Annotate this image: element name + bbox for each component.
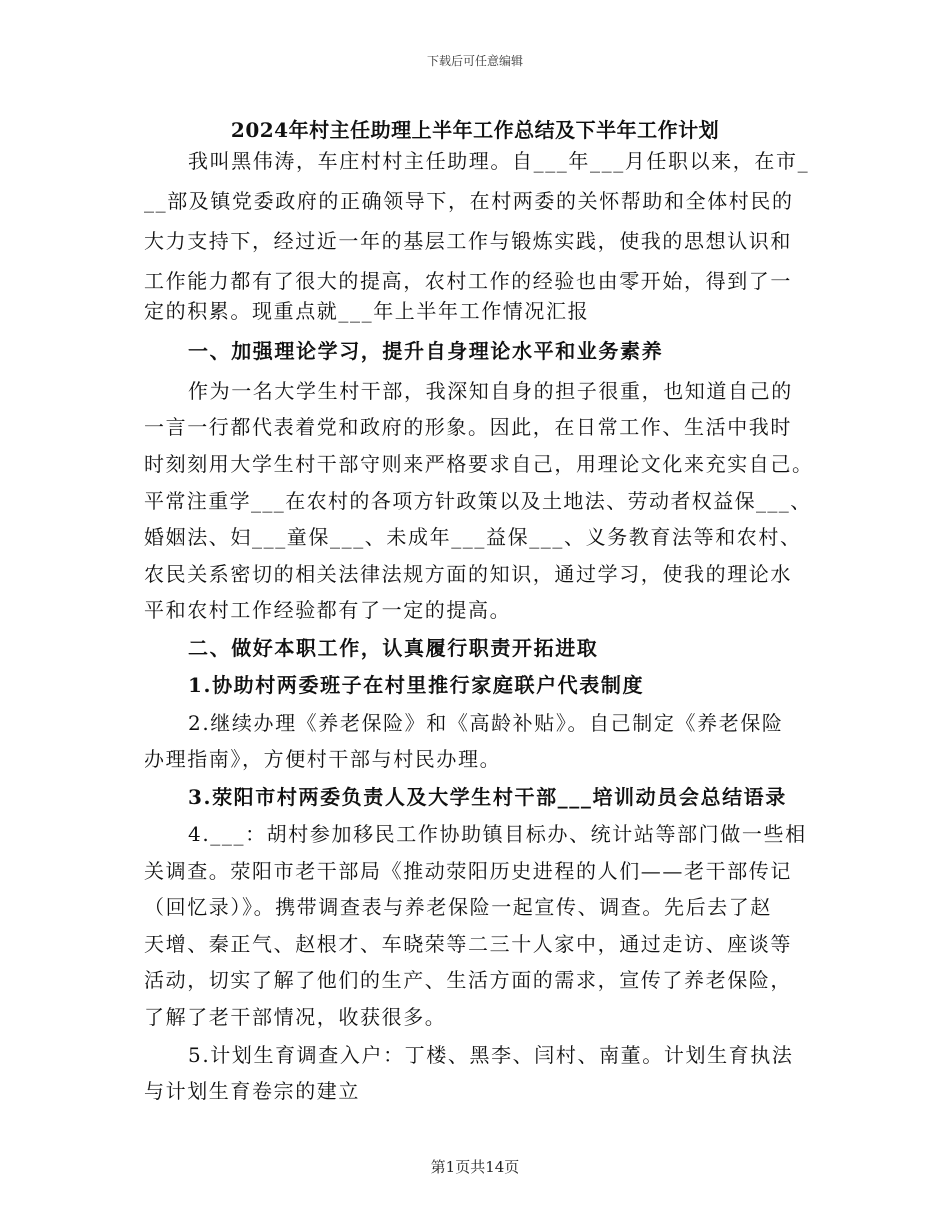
paragraph-line: 活动，切实了解了他们的生产、生活方面的需求，宣传了养老保险，: [144, 968, 792, 992]
paragraph-line: 农民关系密切的相关法律法规方面的知识，通过学习，使我的理论水: [144, 562, 792, 586]
paragraph-line: 5.计划生育调查入户：丁楼、黑李、闫村、南董。计划生育执法: [188, 1043, 794, 1067]
section-heading: 一、加强理论学习，提升自身理论水平和业务素养: [188, 339, 664, 363]
page-header: 下载后可任意编辑: [426, 54, 523, 68]
page-footer: 第1页共14页: [430, 1158, 520, 1176]
paragraph-line: 了解了老干部情况，收获很多。: [144, 1005, 447, 1029]
paragraph-line: 工作能力都有了很大的提高，农村工作的经验也由零开始，得到了一: [144, 269, 792, 293]
paragraph-line: （回忆录）》。携带调查表与养老保险一起宣传、调查。先后去了赵: [144, 895, 772, 919]
paragraph-line: 定的积累。现重点就___年上半年工作情况汇报: [144, 299, 590, 323]
paragraph-line: 办理指南》，方便村干部与村民办理。: [144, 747, 502, 771]
paragraph-line: 天增、秦正气、赵根才、车晓荣等二三十人家中，通过走访、座谈等: [144, 932, 792, 956]
paragraph-line: 我叫黑伟涛，车庄村村主任助理。自___年___月任职以来，在市_: [188, 149, 810, 173]
paragraph-line: 4.___：胡村参加移民工作协助镇目标办、统计站等部门做一些相: [188, 822, 807, 846]
subsection-heading: 3.荥阳市村两委负责人及大学生村干部___培训动员会总结语录: [188, 785, 787, 809]
paragraph-line: 平和农村工作经验都有了一定的提高。: [144, 598, 512, 622]
paragraph-line: 一言一行都代表着党和政府的形象。因此，在日常工作、生活中我时: [144, 415, 792, 439]
section-heading: 二、做好本职工作，认真履行职责开拓进取: [188, 636, 599, 660]
paragraph-line: 婚姻法、妇___童保___、未成年___益保___、义务教育法等和农村、: [144, 525, 802, 549]
paragraph-line: 平常注重学___在农村的各项方针政策以及土地法、劳动者权益保___、: [144, 489, 812, 513]
paragraph-line: 作为一名大学生村干部，我深知自身的担子很重，也知道自己的: [188, 379, 793, 403]
paragraph-line: 与计划生育卷宗的建立: [144, 1079, 360, 1103]
paragraph-line: 大力支持下，经过近一年的基层工作与锻炼实践，使我的思想认识和: [144, 229, 792, 253]
document-title: 2024年村主任助理上半年工作总结及下半年工作计划: [230, 118, 720, 142]
subsection-heading: 1.协助村两委班子在村里推行家庭联户代表制度: [188, 673, 645, 697]
paragraph-line: 时刻刻用大学生村干部守则来严格要求自己，用理论文化来充实自己。: [144, 452, 814, 476]
paragraph-line: 关调查。荥阳市老干部局《推动荥阳历史进程的人们——老干部传记: [144, 859, 792, 883]
paragraph-line: 2.继续办理《养老保险》和《高龄补贴》。自己制定《养老保险: [188, 711, 784, 735]
paragraph-line: __部及镇党委政府的正确领导下，在村两委的关怀帮助和全体村民的: [144, 189, 794, 213]
